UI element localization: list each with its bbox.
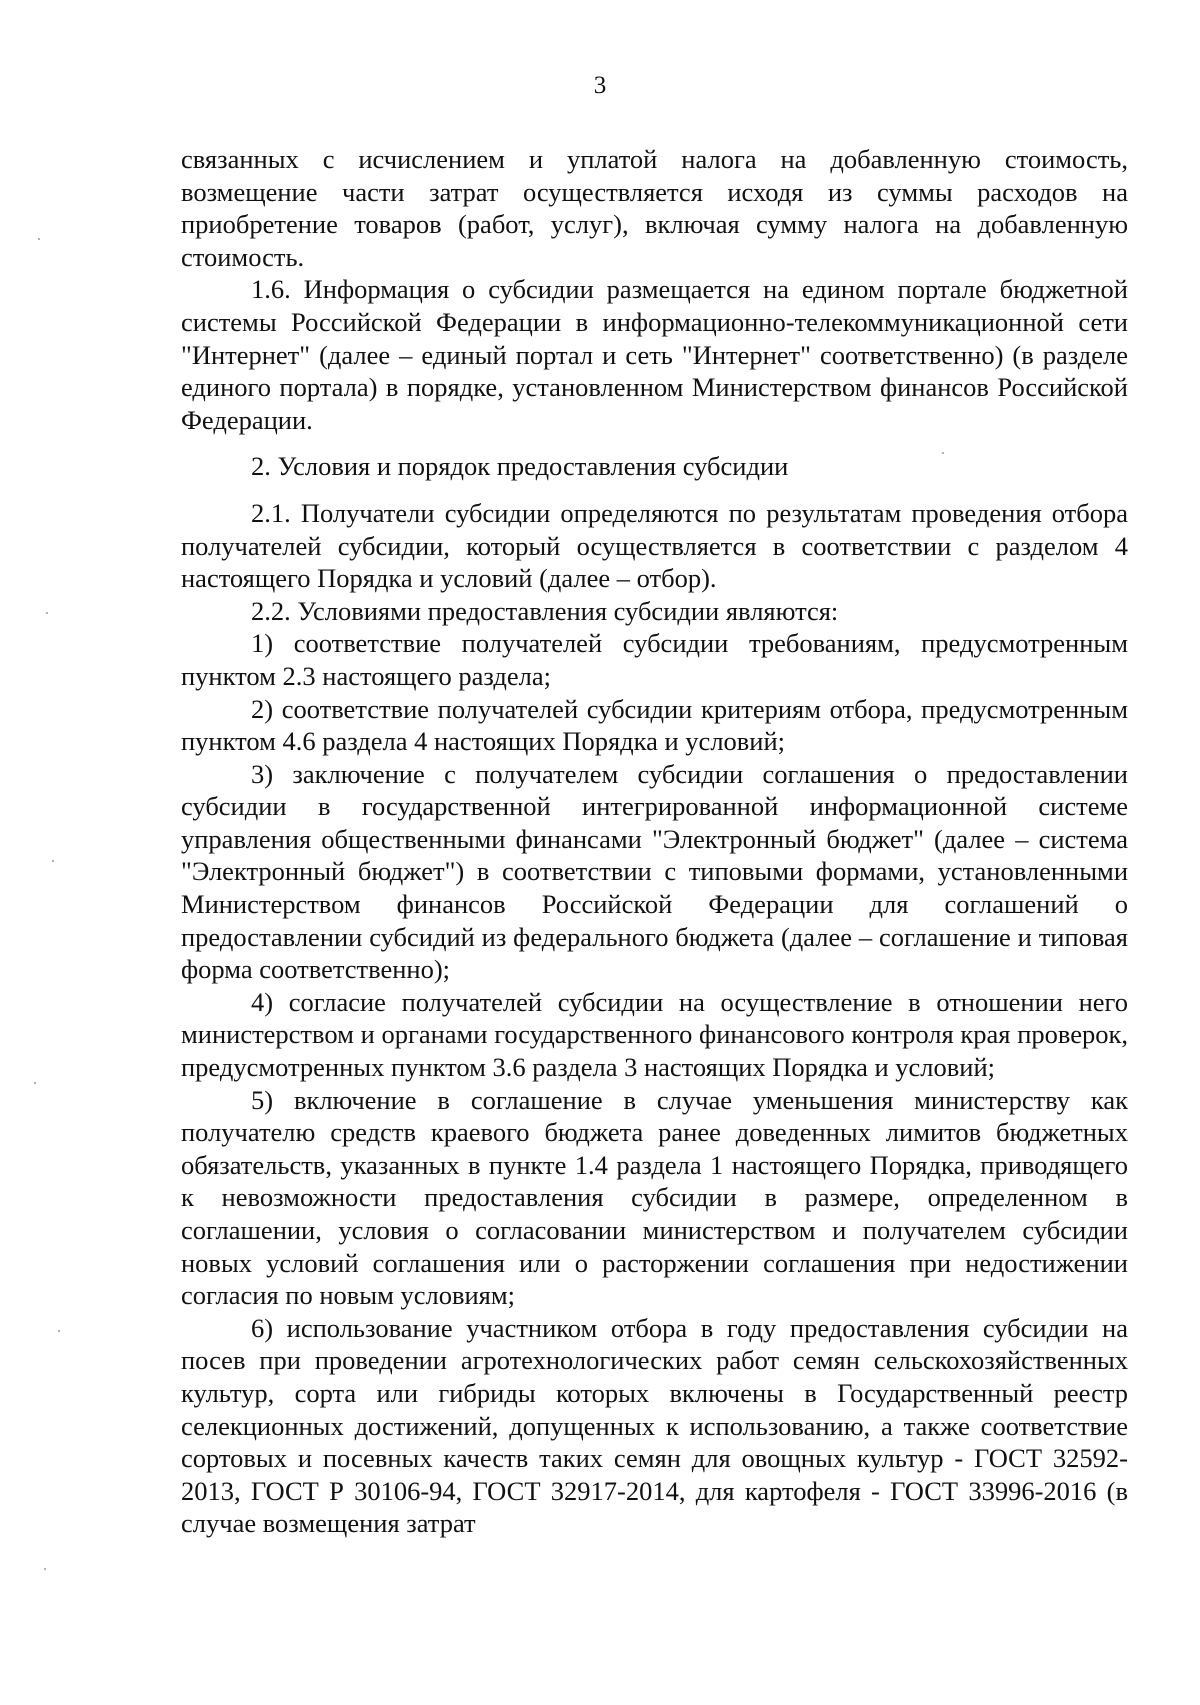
scan-speck [58, 1330, 60, 1332]
paragraph-condition-2: 2) соответствие получателей субсидии критериям отбора, предусмотренным пунктом 4.6 раздела 4 настоящих Порядка и условий; [181, 693, 1128, 757]
section-heading: 2. Условия и порядок предоставления субсидии [251, 451, 789, 482]
scan-speck [46, 612, 48, 614]
scan-speck [34, 1082, 36, 1084]
paragraph-condition-5: 5) включение в соглашение в случае уменьшения министерству как получателю средств краевого бюджета ранее доведенных лимитов бюджетных обязательств, указанных в пункте 1.4 раздела 1 настоящего Порядка, приводящего к невозможности предоставления субсидии в размере, определенном в соглашении, условия о согласовании министерством и получателем субсидии новых условий соглашения или о расторжении соглашения при недостижении согласия по новым условиям; [181, 1084, 1128, 1311]
paragraph-vat-continuation: связанных с исчислением и уплатой налога на добавленную стоимость, возмещение части затрат осуществляется исходя из суммы расходов на приобретение товаров (работ, услуг), включая сумму налога на добавленную стоимость. [181, 144, 1128, 272]
paragraph-condition-1: 1) соответствие получателей субсидии требованиям, предусмотренным пунктом 2.3 настоящего раздела; [181, 628, 1128, 691]
paragraph-condition-6: 6) использование участником отбора в году предоставления субсидии на посев при проведении агротехнологических работ семян сельскохозяйственных культур, сорта или гибриды которых включены в Государственный реестр селекционных достижений, допущенных к использованию, а также соответствие сортовых и посевных качеств таких семян для овощных культур - ГОСТ 32592-2013, ГОСТ Р 30106-94, ГОСТ 32917-2014, для картофеля - ГОСТ 33996-2016 (в случае возмещения затрат [181, 1312, 1128, 1539]
scan-speck [38, 238, 40, 240]
paragraph-item-2-1: 2.1. Получатели субсидии определяются по результатам проведения отбора получателей субсидии, который осуществляется в соответствии с разделом 4 настоящего Порядка и условий (далее – отбор). [181, 497, 1128, 594]
document-body [181, 143, 1128, 1540]
paragraph-condition-3: 3) заключение с получателем субсидии соглашения о предоставлении субсидии в государственной интегрированной информационной системе управления общественными финансами "Электронный бюджет" (далее – система "Электронный бюджет") в соответствии с типовыми формами, установленными Министерством финансов Российской Федерации для соглашений о предоставлении субсидий из федерального бюджета (далее – соглашение и типовая форма соответственно); [181, 758, 1128, 985]
scan-speck [44, 1568, 46, 1570]
paragraph-item-2-2: 2.2. Условиями предоставления субсидии являются: [251, 595, 839, 626]
paragraph-item-1-6: 1.6. Информация о субсидии размещается на едином портале бюджетной системы Российской Федерации в информационно-телекоммуникационной сети "Интернет" (далее – единый портал и сеть "Интернет" соответственно) (в разделе единого портала) в порядке, установленном Министерством финансов Российской Федерации. [181, 274, 1128, 435]
scan-speck [52, 860, 54, 862]
page-number: 3 [593, 72, 607, 99]
scan-speck [942, 452, 944, 454]
paragraph-condition-4: 4) согласие получателей субсидии на осуществление в отношении него министерством и органами государственного финансового контроля края проверок, предусмотренных пунктом 3.6 раздела 3 настоящих Порядка и условий; [181, 986, 1128, 1083]
